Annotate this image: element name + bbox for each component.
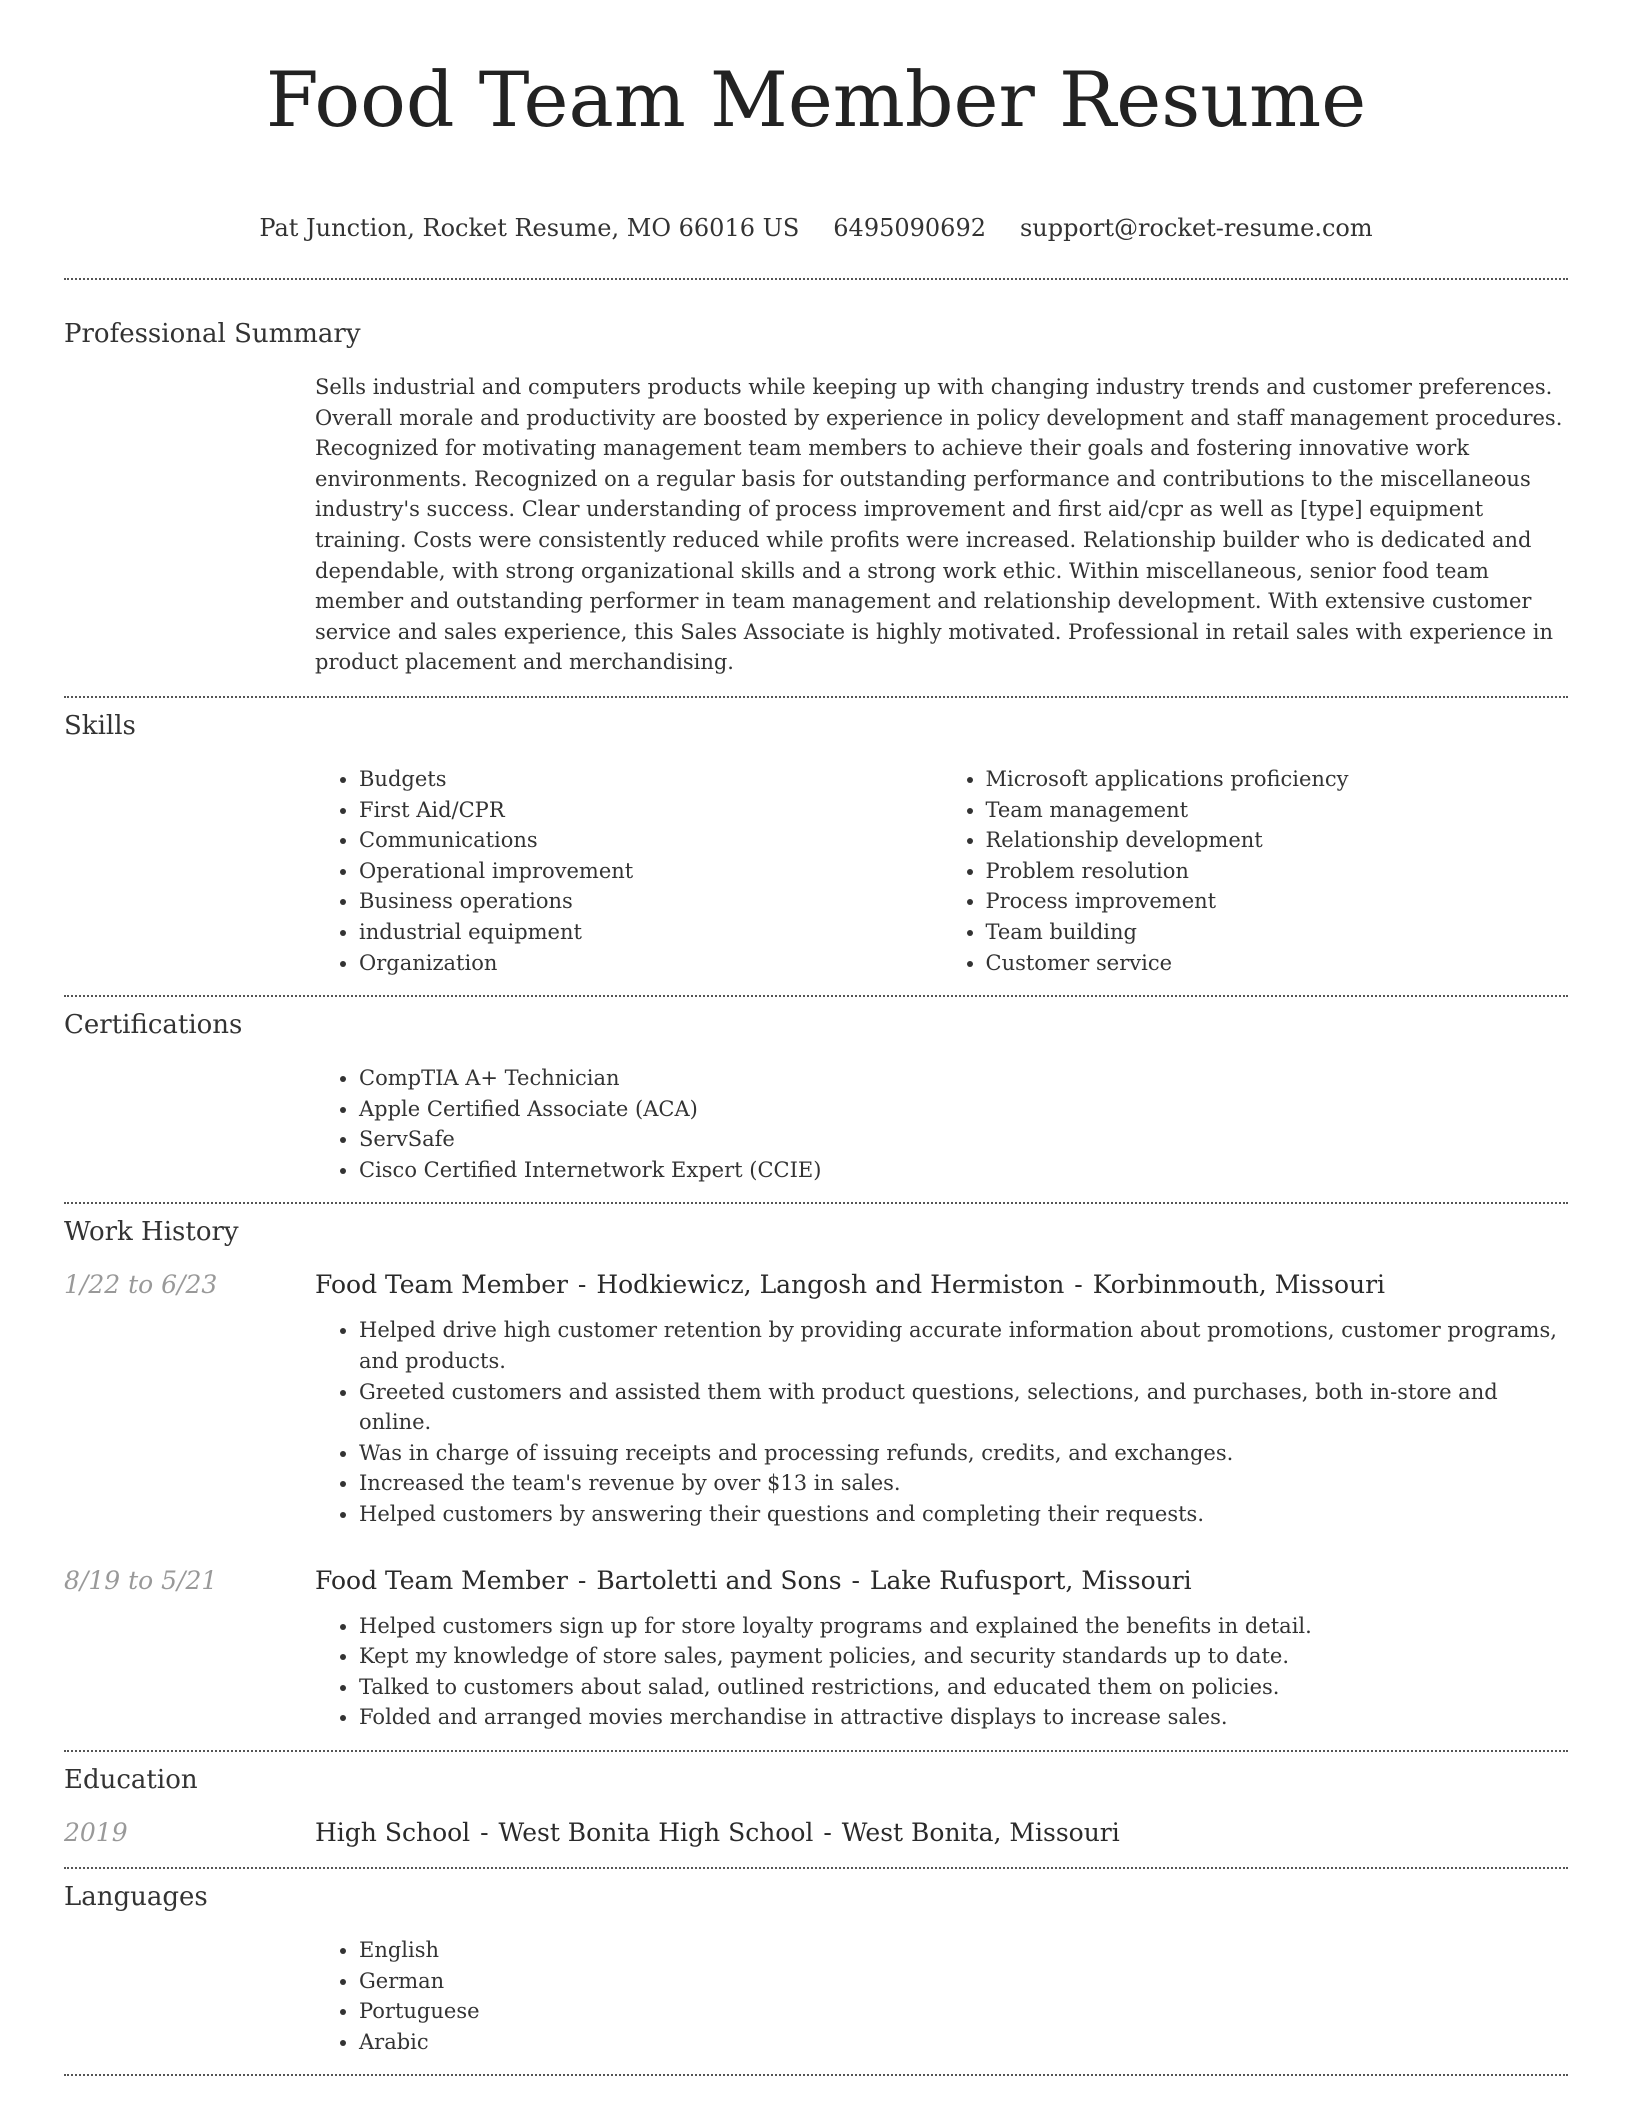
contact-email: support@rocket-resume.com	[1019, 214, 1373, 242]
section-heading-work: Work History	[64, 1217, 239, 1248]
list-item: • Business operations	[359, 886, 942, 917]
work-section	[64, 1204, 1568, 1733]
job-details	[315, 1611, 1568, 1733]
job-dates: 8/19 to 5/21	[64, 1565, 218, 1595]
section-heading-skills: Skills	[64, 710, 136, 741]
list-item: • Apple Certified Associate (ACA)	[359, 1094, 1568, 1125]
contact-address: Pat Junction, Rocket Resume, MO 66016 US	[259, 214, 800, 242]
list-item: • ServSafe	[359, 1124, 1568, 1155]
list-item: • CompTIA A+ Technician	[359, 1063, 1568, 1094]
list-item: • Kept my knowledge of store sales, payment policies, and security standards up to date.	[359, 1641, 1568, 1672]
skills-list-left	[315, 764, 942, 978]
separator: -	[569, 1565, 595, 1595]
list-item: • Arabic	[359, 2027, 1568, 2058]
list-item: • Helped drive high customer retention by providing accurate information about promotions, customer programs, and products.	[359, 1315, 1568, 1376]
resume-title: Food Team Member Resume	[265, 55, 1367, 144]
list-item: • First Aid/CPR	[359, 795, 942, 826]
languages-section	[64, 1869, 1568, 2057]
list-item: • English	[359, 1935, 1568, 1966]
education-entry	[64, 1818, 1568, 1847]
list-item: • Team building	[986, 917, 1569, 948]
list-item: • Increased the team's revenue by over $13 in sales.	[359, 1468, 1568, 1499]
list-item: • Was in charge of issuing receipts and processing refunds, credits, and exchanges.	[359, 1438, 1568, 1469]
job-company: Hodkiewicz, Langosh and Hermiston	[596, 1270, 1065, 1300]
list-item: • Relationship development	[986, 825, 1569, 856]
education-section	[64, 1752, 1568, 1847]
contact-phone: 6495090692	[833, 214, 986, 242]
job-header	[64, 1270, 1568, 1299]
certifications-block	[315, 1063, 1568, 1185]
languages-block	[315, 1935, 1568, 2057]
list-item: • Budgets	[359, 764, 942, 795]
list-item: • Communications	[359, 825, 942, 856]
summary-section	[64, 280, 1568, 678]
separator: -	[1066, 1270, 1091, 1300]
list-item: • Helped customers by answering their questions and completing their requests.	[359, 1499, 1568, 1530]
list-item: • Problem resolution	[986, 856, 1569, 887]
list-item: • Helped customers sign up for store loyalty programs and explained the benefits in detail.	[359, 1611, 1568, 1642]
job-heading	[315, 1566, 1192, 1595]
list-item: • Microsoft applications proficiency	[986, 764, 1569, 795]
list-item: • Greeted customers and assisted them with product questions, selections, and purchases, both in-store and online.	[359, 1377, 1568, 1438]
job-title: Food Team Member	[315, 1565, 568, 1595]
education-heading	[315, 1818, 1120, 1847]
education-year: 2019	[64, 1818, 128, 1847]
list-item: • Operational improvement	[359, 856, 942, 887]
list-item: • Organization	[359, 948, 942, 979]
job-title: Food Team Member	[315, 1270, 568, 1300]
job-header	[64, 1566, 1568, 1595]
job-details	[315, 1315, 1568, 1529]
separator: -	[815, 1818, 840, 1847]
job-location: Korbinmouth, Missouri	[1092, 1270, 1386, 1300]
list-item: • industrial equipment	[359, 917, 942, 948]
job-dates: 1/22 to 6/23	[64, 1270, 218, 1300]
list-item: • Process improvement	[986, 886, 1569, 917]
list-item: • German	[359, 1966, 1568, 1997]
job-location: Lake Rufusport, Missouri	[869, 1565, 1192, 1595]
section-heading-certifications: Certifications	[64, 1010, 243, 1041]
summary-text: Sells industrial and computers products while keeping up with changing industry trends and customer preferences. Overall morale and productivity are boosted by experience in policy development and staff management procedures. Recognized for motivating management team members to achieve their goals and fostering innovative work environments. Recognized on a regular basis for outstanding performance and contributions to the miscellaneous industry's success. Clear understanding of process improvement and first aid/cpr as well as [type] equipment training. Costs were consistently reduced while profits were increased. Relationship builder who is dedicated and dependable, with strong organizational skills and a strong work ethic. Within miscellaneous, senior food team member and outstanding performer in team management and relationship development. With extensive customer service and sales experience, this Sales Associate is highly motivated. Professional in retail sales with experience in product placement and merchandising.	[315, 375, 1563, 675]
separator: -	[569, 1270, 595, 1300]
list-item: • Team management	[986, 795, 1569, 826]
list-item: • Cisco Certified Internetwork Expert (CCIE)	[359, 1155, 1568, 1186]
section-heading-languages: Languages	[64, 1882, 208, 1912]
list-item: • Talked to customers about salad, outlined restrictions, and educated them on policies.	[359, 1672, 1568, 1703]
languages-list	[315, 1935, 1568, 2057]
job-entry	[64, 1566, 1568, 1733]
separator: -	[843, 1565, 868, 1595]
section-heading-education: Education	[64, 1765, 198, 1795]
job-bullets	[315, 1611, 1568, 1733]
job-bullets	[315, 1315, 1568, 1529]
list-item: • Portuguese	[359, 1996, 1568, 2027]
certifications-section	[64, 997, 1568, 1185]
contact-line	[64, 214, 1568, 242]
job-heading	[315, 1270, 1385, 1299]
section-heading-summary: Professional Summary	[64, 319, 361, 349]
skills-columns	[315, 764, 1568, 978]
list-item: • Folded and arranged movies merchandise in attractive displays to increase sales.	[359, 1702, 1568, 1733]
skills-list-right	[942, 764, 1569, 978]
job-entry	[64, 1270, 1568, 1529]
separator: -	[472, 1818, 497, 1847]
job-company: Bartoletti and Sons	[596, 1565, 842, 1595]
list-item: • Customer service	[986, 948, 1569, 979]
education-degree: High School	[315, 1818, 471, 1847]
divider	[64, 2074, 1568, 2076]
education-location: West Bonita, Missouri	[841, 1818, 1120, 1847]
resume-header	[64, 0, 1568, 242]
certifications-list	[315, 1063, 1568, 1185]
education-school: West Bonita High School	[498, 1818, 814, 1847]
skills-section	[64, 698, 1568, 978]
